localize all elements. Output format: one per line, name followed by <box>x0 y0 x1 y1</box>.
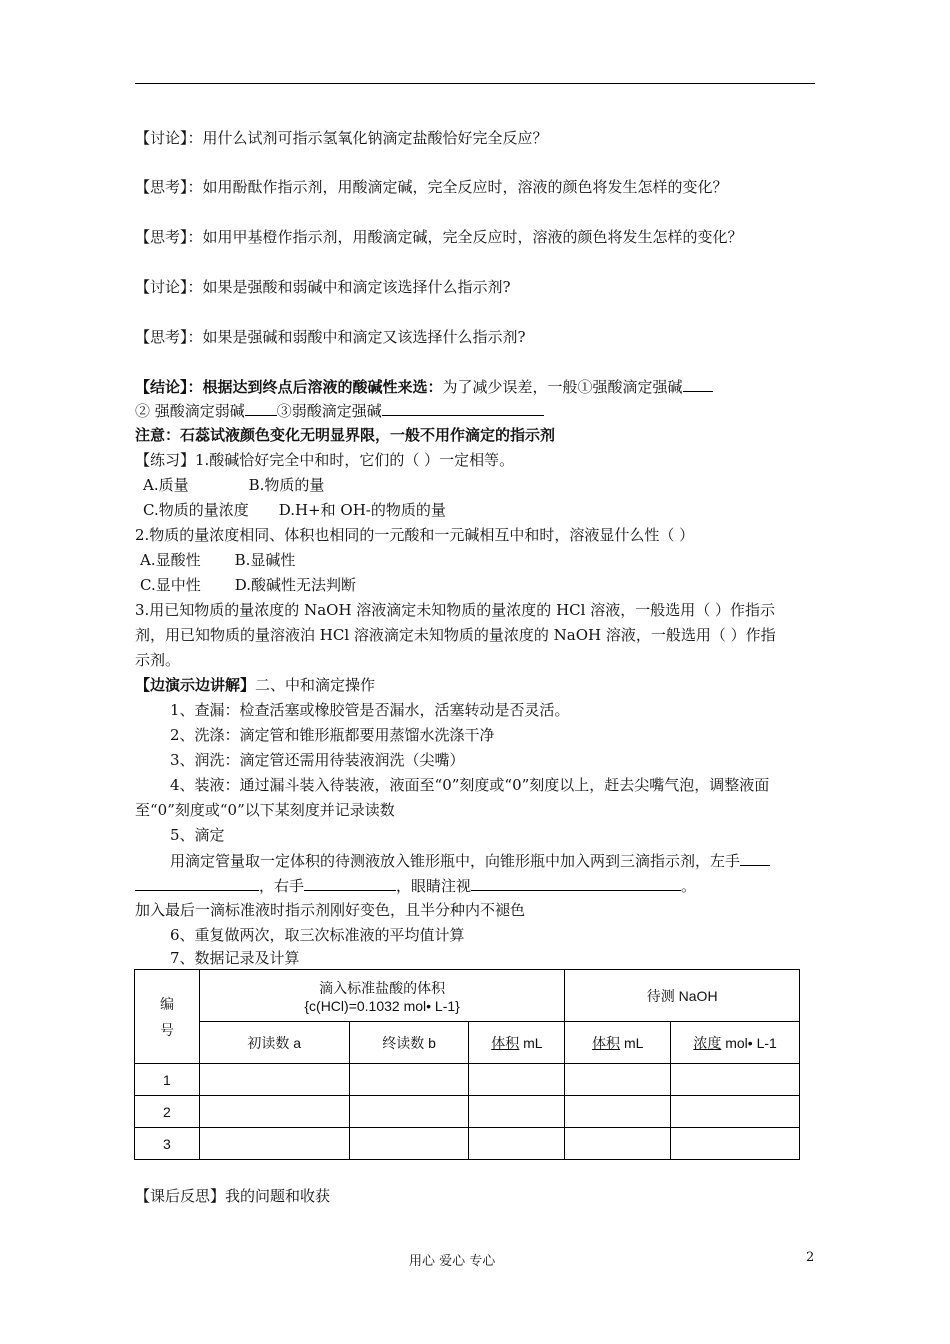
think-1: 【思考】：如用酚酞作指示剂，用酸滴定碱，完全反应时，溶液的颜色将发生怎样的变化？ <box>135 178 728 196</box>
volume-word: 体积 <box>491 1034 520 1051</box>
practice-q3-line2: 剂，用已知物质的量溶液泊 HCl 溶液滴定未知物质的量浓度的 NaOH 溶液，一般选用（ ）作指 <box>135 626 776 644</box>
q1-options-cd <box>143 500 446 520</box>
table-cell <box>671 1064 800 1096</box>
step-4-line2: 至“0”刻度或“0”以下某刻度并记录读数 <box>135 801 395 819</box>
titration-blanks <box>135 875 696 896</box>
demo-section-title <box>135 675 375 695</box>
conclusion-label: 【结论】：根据达到终点后溶液的酸碱性来选： <box>135 378 443 396</box>
step-2: 2、洗涤：滴定管和锥形瓶都要用蒸馏水洗涤干净 <box>170 726 495 744</box>
blank-3 <box>382 400 544 416</box>
demo-heading: 二、中和滴定操作 <box>255 676 376 694</box>
row-index: 2 <box>135 1096 200 1128</box>
q2-option-a: A.显酸性 <box>140 551 201 569</box>
hcl-header-title: 滴入标准盐酸的体积 <box>319 979 446 996</box>
conclusion-line <box>135 376 713 397</box>
table-cell <box>565 1128 671 1160</box>
reflection-line <box>135 1186 330 1206</box>
discussion-1: 【讨论】：用什么试剂可指示氢氧化钠滴定盐酸恰好完全反应？ <box>135 129 548 147</box>
table-subheader-row <box>135 1022 800 1064</box>
q2-option-b: B.显碱性 <box>234 551 296 569</box>
volume-header <box>469 1022 565 1064</box>
index-header <box>135 970 200 1064</box>
step-3: 3、润洗：滴定管还需用待装液润洗（尖嘴） <box>170 751 465 769</box>
titration-instruction: 用滴定管量取一定体积的待测液放入锥形瓶中，向锥形瓶中加入两到三滴指示剂，左手 <box>170 852 741 870</box>
endpoint-text: 加入最后一滴标准液时指示剂刚好变色，且半分种内不褪色 <box>135 901 526 919</box>
volume-unit: mL <box>523 1034 543 1051</box>
think-2: 【思考】：如用甲基橙作指示剂，用酸滴定碱，完全反应时，溶液的颜色将发生怎样的变化？ <box>135 228 743 246</box>
table-cell <box>469 1096 565 1128</box>
titration-text <box>170 850 770 871</box>
step-4-line1: 4、装液：通过漏斗装入待装液，液面至“0”刻度或“0”刻度以上，赶去尖嘴气泡，调整液面 <box>170 776 770 794</box>
demo-label: 【边演示边讲解】 <box>135 676 256 694</box>
blank-left-hand-a <box>740 850 770 866</box>
concentration-unit: mol• L-1 <box>725 1034 777 1051</box>
row-index: 1 <box>135 1064 200 1096</box>
q2-options-cd <box>140 575 356 595</box>
q1-option-b: B.物质的量 <box>248 476 325 494</box>
practice-q2: 2.物质的量浓度相同、体积也相同的一元酸和一元碱相互中和时，溶液显什么性（ ） <box>135 526 695 544</box>
step-1: 1、查漏：检查活塞或橡胶管是否漏水，活塞转动是否灵活。 <box>170 701 570 719</box>
step-6: 6、重复做两次，取三次标准液的平均值计算 <box>170 926 465 944</box>
eyes-label: ，眼睛注视 <box>396 877 472 895</box>
blank-1 <box>683 376 713 392</box>
naoh-header: 待测 NaOH <box>565 970 800 1022</box>
header-rule <box>135 83 815 84</box>
reflection-label: 【课后反思】 <box>135 1187 226 1205</box>
concentration-word: 浓度 <box>693 1034 722 1051</box>
index-header-text: 编号 <box>159 995 174 1038</box>
table-row <box>135 1064 800 1096</box>
footer-motto: 用心 爱心 专心 <box>409 1254 496 1269</box>
conclusion-line-2 <box>135 400 544 421</box>
q1-option-a: A.质量 <box>143 476 189 494</box>
table-cell <box>199 1064 349 1096</box>
naoh-volume-unit: mL <box>623 1034 644 1051</box>
practice-q3-line3: 示剂。 <box>135 651 181 669</box>
q1-options-ab <box>143 475 324 495</box>
period: 。 <box>681 877 697 895</box>
right-hand-label: ，右手 <box>259 877 305 895</box>
conclusion-text: 为了减少误差，一般①强酸滴定强碱 <box>442 378 683 396</box>
hcl-header-conc: {c(HCl)=0.1032 mol• L-1} <box>304 997 460 1014</box>
table-cell <box>349 1128 469 1160</box>
table-cell <box>349 1064 469 1096</box>
naoh-volume-header <box>565 1022 671 1064</box>
conclusion-item-2: ② 强酸滴定弱碱 <box>135 402 245 420</box>
q2-option-d: D.酸碱性无法判断 <box>234 576 356 594</box>
table-cell <box>469 1128 565 1160</box>
blank-eyes <box>471 875 681 891</box>
step-5: 5、滴定 <box>170 826 225 844</box>
table-cell <box>565 1096 671 1128</box>
table-cell <box>671 1128 800 1160</box>
hcl-header <box>199 970 564 1022</box>
data-table <box>134 969 800 1160</box>
blank-2 <box>245 400 277 416</box>
naoh-volume-word: 体积 <box>592 1034 621 1051</box>
conclusion-item-3: ③弱酸滴定强碱 <box>276 402 382 420</box>
final-reading-header: 终读数 b <box>349 1022 469 1064</box>
blank-left-hand-b <box>135 875 259 891</box>
step-7: 7、数据记录及计算 <box>170 949 300 967</box>
table-cell <box>199 1128 349 1160</box>
initial-reading-header: 初读数 a <box>199 1022 349 1064</box>
q2-option-c: C.显中性 <box>140 576 201 594</box>
table-row <box>135 1128 800 1160</box>
table-header-row <box>135 970 800 1022</box>
row-index: 3 <box>135 1128 200 1160</box>
concentration-header <box>671 1022 800 1064</box>
discussion-2: 【讨论】：如果是强酸和弱碱中和滴定该选择什么指示剂? <box>135 278 511 296</box>
table-cell <box>469 1064 565 1096</box>
practice-q3-line1: 3.用已知物质的量浓度的 NaOH 溶液滴定未知物质的量浓度的 HCl 溶液，一般选用（ ）作指示 <box>135 601 775 619</box>
practice-q1: 【练习】1.酸碱恰好完全中和时，它们的（ ）一定相等。 <box>135 451 515 469</box>
blank-right-hand <box>304 875 396 891</box>
table-cell <box>565 1064 671 1096</box>
q1-option-d: D.H+和 OH-的物质的量 <box>278 501 446 519</box>
q2-options-ab <box>140 550 295 570</box>
table-row <box>135 1096 800 1128</box>
table-cell <box>349 1096 469 1128</box>
q1-option-c: C.物质的量浓度 <box>143 501 249 519</box>
note-line: 注意：石蕊试液颜色变化无明显界限，一般不用作滴定的指示剂 <box>135 426 556 444</box>
think-3: 【思考】：如果是强碱和弱酸中和滴定又该选择什么指示剂? <box>135 328 526 346</box>
table-cell <box>199 1096 349 1128</box>
table-cell <box>671 1096 800 1128</box>
page-number: 2 <box>806 1250 815 1265</box>
reflection-text: 我的问题和收获 <box>225 1187 331 1205</box>
